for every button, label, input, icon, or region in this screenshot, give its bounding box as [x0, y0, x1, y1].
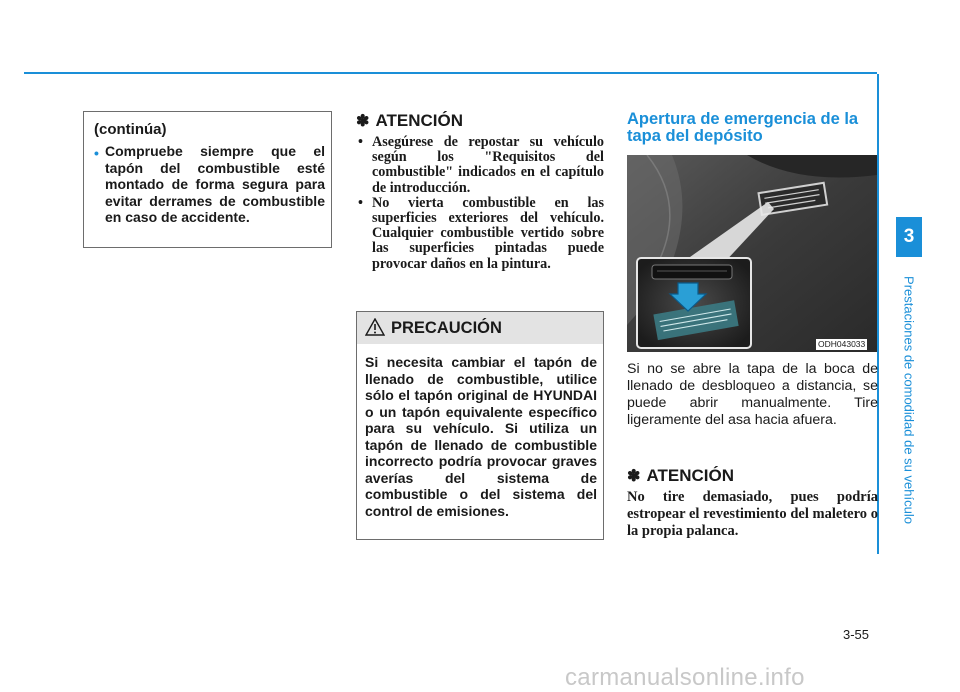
caution-box	[356, 311, 604, 540]
attention-title: ATENCIÓN	[646, 466, 735, 485]
continued-box	[83, 111, 332, 248]
asterisk-icon: ✽	[627, 468, 641, 485]
attention-heading	[627, 466, 734, 486]
chapter-number-tab: 3	[896, 217, 922, 257]
continued-text: Compruebe siempre que el tapón del combustible esté montado de forma segura para evitar derrames de combustible en caso de accidente.	[105, 143, 325, 225]
emergency-paragraph: Si no se abre la tapa de la boca de llenado de desbloqueo a distancia, se puede abrir manualmente. Tire ligeramente del asa hacia afuera.	[627, 361, 878, 428]
header-rule	[24, 72, 877, 74]
attention-heading	[356, 111, 463, 131]
caution-title: PRECAUCIÓN	[391, 319, 502, 337]
page-number: 3-55	[843, 627, 870, 642]
list-item	[356, 135, 604, 196]
fuel-door-release-photo	[627, 155, 877, 352]
bullet: •	[94, 145, 99, 161]
caution-text: Si necesita cambiar el tapón de llenado de combustible, utilice sólo el tapón original de HYUNDAI o un tapón equivalente específico para su vehículo. Si utiliza un tapón de llenado de combustible incorrecto podría provocar graves averías del sistema de combustible o del sistema del control de emisiones.	[365, 354, 597, 519]
caution-header	[357, 312, 603, 344]
section-title: Apertura de emergencia de la tapa del depósito	[627, 110, 859, 145]
list-item	[356, 196, 604, 272]
asterisk-icon: ✽	[356, 113, 370, 130]
side-rule	[877, 74, 879, 554]
attention-item-text: Asegúrese de repostar su vehículo según los "Requisitos del combustible" indicados en el capítulo de introducción.	[372, 134, 604, 196]
bullet: •	[358, 194, 363, 211]
continued-title: (continúa)	[94, 121, 167, 138]
attention-item-text: No vierta combustible en las superficies exteriores del vehículo. Cualquier combustible vertido sobre las superficies pintadas puede provocar daños en la pintura.	[372, 194, 604, 272]
bullet: •	[358, 134, 363, 150]
chapter-title: Prestaciones de comodidad de su vehículo	[901, 276, 917, 524]
attention-title: ATENCIÓN	[375, 111, 464, 130]
photo-code: ODH043033	[818, 339, 866, 349]
attention-text: No tire demasiado, pues podría estropear el revestimiento del maletero o la propia palanca.	[627, 489, 878, 539]
watermark: carmanualsonline.info	[565, 664, 805, 691]
warning-triangle-icon	[365, 318, 385, 336]
attention-list	[356, 135, 604, 272]
